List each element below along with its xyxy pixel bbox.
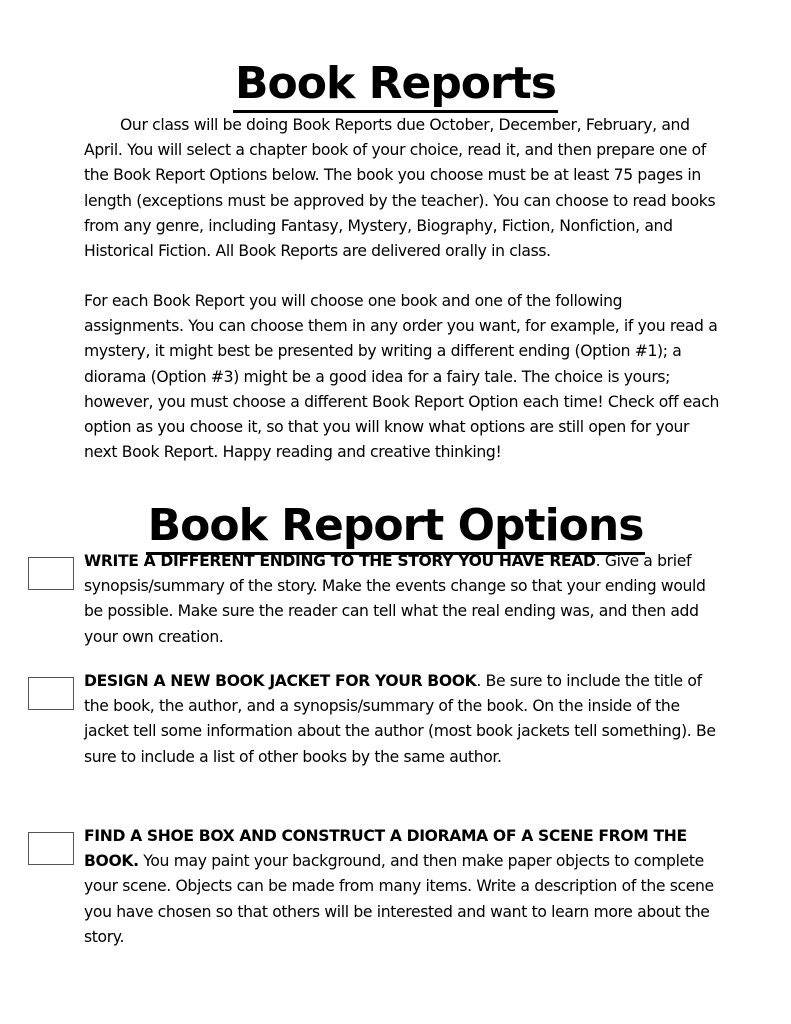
option-3-checkbox[interactable] <box>28 832 74 865</box>
option-3-body: You may paint your background, and then make paper objects to complete your scene. Objects can be made from many items. Write a description of the scene you have chosen so that others will be interested and want to learn more about the story. <box>84 852 714 946</box>
option-1-text <box>84 549 724 650</box>
option-3-text <box>84 824 724 950</box>
option-1-heading: WRITE A DIFFERENT ENDING TO THE STORY YOU HAVE READ <box>84 552 596 570</box>
options-title-text: Book Report Options <box>146 504 646 555</box>
option-2-checkbox[interactable] <box>28 677 74 710</box>
option-3-heading: FIND A SHOE BOX AND CONSTRUCT A DIORAMA OF A SCENE FROM THE BOOK. <box>84 827 687 871</box>
options-title <box>0 500 791 555</box>
option-2-heading-punct: . <box>476 672 481 690</box>
option-1-checkbox[interactable] <box>28 557 74 590</box>
intro-paragraph-2: For each Book Report you will choose one book and one of the following assignments. You can choose them in any order you want, for example, if you read a mystery, it might best be presented by writing a different ending (Option #1); a diorama (Option #3) might be a good idea for a fairy tale. The choice is yours; however, you must choose a different Book Report Option each time! Check off each option as you choose it, so that you will know what options are still open for your next Book Report. Happy reading and creative thinking! <box>84 292 720 462</box>
intro-paragraph-1: Our class will be doing Book Reports due October, December, February, and April. You will select a chapter book of your choice, read it, and then prepare one of the Book Report Options below. The book you choose must be at least 75 pages in length (exceptions must be approved by the teacher). You can choose to read books from any genre, including Fantasy, Mystery, Biography, Fiction, Nonfiction, and Historical Fiction. All Book Reports are delivered orally in class. <box>84 116 716 261</box>
option-2-body: Be sure to include the title of the book, the author, and a synopsis/summary of the book. On the inside of the jacket tell some information about the author (most book jackets tell something). Be sure to include a list of other books by the same author. <box>84 672 716 766</box>
option-2-heading: DESIGN A NEW BOOK JACKET FOR YOUR BOOK <box>84 672 477 690</box>
option-2-text <box>84 669 724 770</box>
option-1-heading-punct: . <box>595 552 601 570</box>
option-1-body: Give a brief synopsis/summary of the story. Make the events change so that your ending would be possible. Make sure the reader can tell what the real ending was, and then add your own creation. <box>84 552 706 646</box>
page-title <box>0 58 791 113</box>
page-title-text: Book Reports <box>233 62 558 113</box>
